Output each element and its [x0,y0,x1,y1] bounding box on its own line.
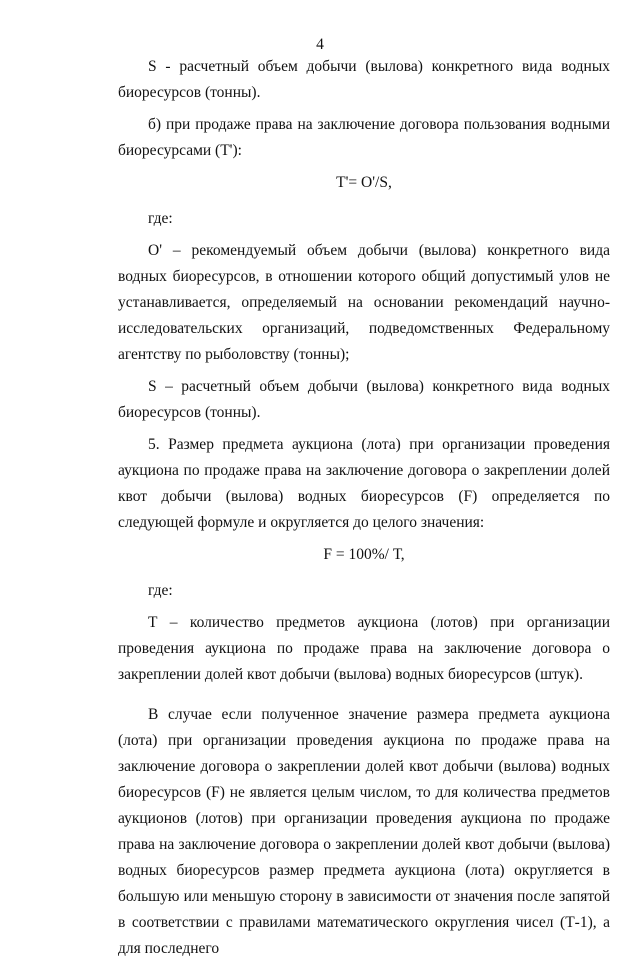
formula-t: Т'= О'/S, [336,174,392,191]
paragraph-gde: где: [148,210,173,227]
formula-f: F = 100%/ Т, [323,546,405,563]
paragraph-rounding-rule: В случае если полученное значение размера предмета аукциона (лота) при организации проведения аукциона по продаже права на заключение договора о закреплении долей квот добычи (вылова) водных биоресурсов (F) не является целым числом, то для количества предметов аукционов (лотов) при организации проведения аукциона по продаже права на заключение договора о закреплении долей квот добычи (вылова) водных биоресурсов размер предмета аукциона (лота) округляется в большую или меньшую сторону в зависимости от значения после запятой в соответствии с правилами математического округления чисел (Т-1), а для последнего [118,706,610,957]
paragraph-s-definition-2: S – расчетный объем добычи (вылова) конкретного вида водных биоресурсов (тонны). [118,378,610,421]
paragraph-item-5: 5. Размер предмета аукциона (лота) при организации проведения аукциона по продаже права на заключение договора о закреплении долей квот добычи (вылова) водных биоресурсов (F) определяется по следующей формуле и округляется до целого значения: [118,436,610,531]
paragraph-s-definition: S - расчетный объем добычи (вылова) конкретного вида водных биоресурсов (тонны). [118,58,610,101]
document-body [118,54,610,962]
paragraph-o-definition: О' – рекомендуемый объем добычи (вылова) конкретного вида водных биоресурсов, в отношении которого общий допустимый улов не устанавливается, определяемый на основании рекомендаций научно-исследовательских организаций, подведомственных Федеральному агентству по рыболовству (тонны); [118,242,610,363]
page-number: 4 [316,36,324,53]
paragraph-b-intro: б) при продаже права на заключение договора пользования водными биоресурсами (Т'): [118,116,610,159]
paragraph-t-definition: Т – количество предметов аукциона (лотов) при организации проведения аукциона по продаже права на заключение договора о закреплении долей квот добычи (вылова) водных биоресурсов (штук). [118,614,610,683]
paragraph-gde-2: где: [148,582,173,599]
